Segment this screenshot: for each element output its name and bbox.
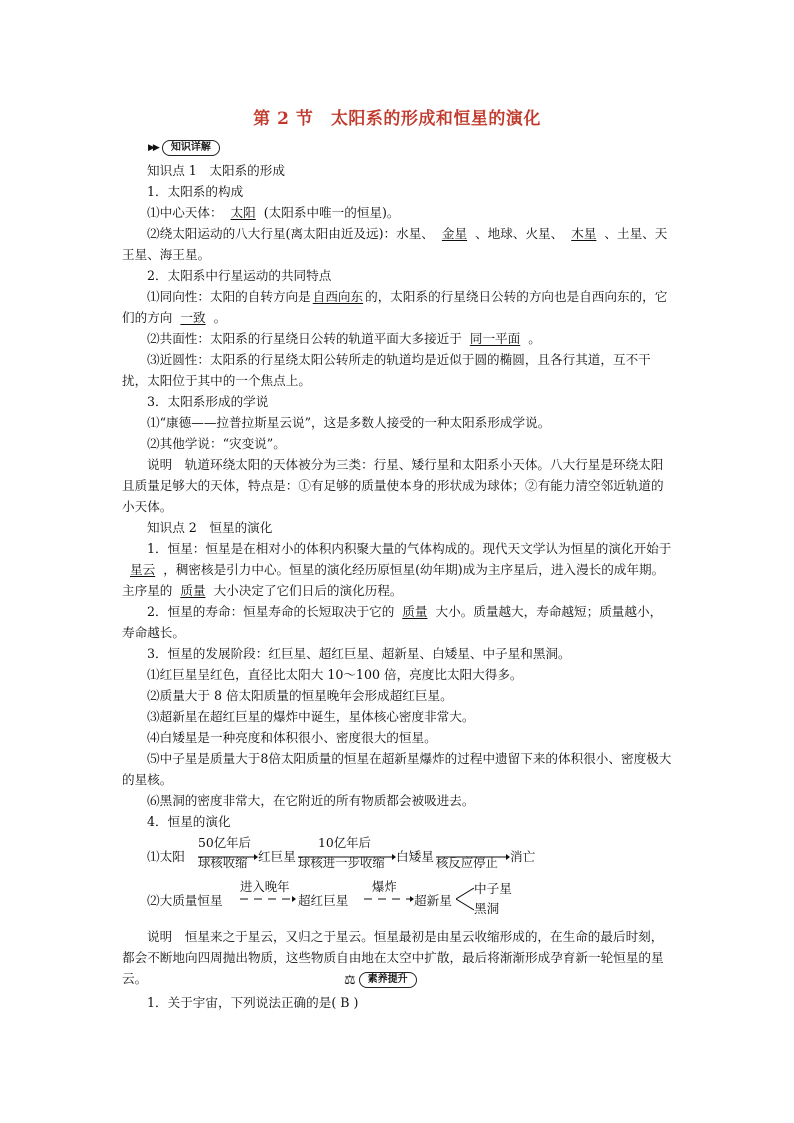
kp1-l3b: ⑵其他学说：“灾变说”。	[147, 436, 286, 451]
blank-answer: 金星	[441, 226, 468, 241]
kp1-l1b: ⑵绕太阳运动的八大行星(离太阳由近及远)：水星、 金星 、地球、火星、 木星 、土星、天王星、海王星。	[122, 226, 668, 262]
section-badge-2	[344, 972, 417, 988]
flow-label: 10亿年后	[318, 835, 371, 850]
blank-answer: 木星	[571, 226, 597, 241]
flow-node: 中子星	[474, 881, 512, 896]
flow-label: 球核收缩	[198, 855, 248, 870]
page-title: 第 2 节 太阳系的形成和恒星的演化	[253, 109, 541, 129]
kp1-l2a: ⑴同向性：太阳的自转方向是 自西向东 的，太阳系的行星绕日公转的方向也是自西向东的，它们的方向 一致 。	[122, 289, 668, 325]
flow-node: 黑洞	[474, 901, 500, 916]
kp2-s1: 1．恒星：恒星是在相对小的体积内积聚大量的气体构成的。现代天文学认为恒星的演化开始于星云 ，稠密核是引力中心。恒星的演化经历原恒星(幼年期)成为主序星后，进入漫长的成年期。主序星的 质量 大小决定了它们日后的演化历程。	[122, 541, 672, 598]
flow-node: ⑴太阳	[147, 849, 185, 864]
kp2-s3b: ⑵质量大于 8 倍太阳质量的恒星晚年会形成超红巨星。	[147, 688, 453, 703]
kp1-h1: 1．太阳系的构成	[147, 184, 244, 199]
blank-answer: 星云	[130, 562, 156, 577]
section-badge-label: 知识详解	[162, 140, 220, 156]
note-1: 说明 轨道环绕太阳的天体被分为三类：行星、矮行星和太阳系小天体。八大行星是环绕太阳且质量足够大的天体，特点是：①有足够的质量使本身的形状成为球体；②有能力清空邻近轨道的小天体。	[122, 457, 664, 514]
blank-answer: 太阳	[230, 205, 256, 220]
blank-answer: 质量	[402, 604, 428, 619]
kp2-s3c: ⑶超新星在超红巨星的爆炸中诞生，星体核心密度非常大。	[147, 709, 475, 724]
kp2-s4: 4．恒星的演化	[147, 814, 231, 829]
kp2-s3a: ⑴红巨星呈红色，直径比太阳大 10～100 倍，亮度比太阳大得多。	[147, 667, 523, 682]
kp1-heading: 知识点 1 太阳系的形成	[147, 163, 285, 178]
blank-answer: 质量	[180, 583, 206, 598]
blank-answer: 自西向东	[312, 289, 364, 304]
dashed-arrow-icon	[364, 896, 414, 902]
section-badge	[148, 140, 220, 156]
kp1-l1a: ⑴中心天体： 太阳 (太阳系中唯一的恒星)。	[147, 205, 400, 220]
flow-label: 核反应停止	[436, 855, 498, 870]
note-2: 说明 恒星来之于星云，又归之于星云。恒星最初是由星云收缩形成的，在生命的最后时刻，都会不断地向四周抛出物质，这些物质自由地在太空中扩散，最后将渐渐形成孕育新一轮恒星的星云。	[122, 929, 664, 986]
kp2-s3d: ⑷白矮星是一种亮度和体积很小、密度很大的恒星。	[147, 730, 437, 745]
flow-label: 爆炸	[372, 879, 397, 894]
arrow-icon	[436, 854, 510, 860]
evolution-flow-sun	[122, 832, 674, 876]
flow-node: 消亡	[510, 849, 536, 864]
kp1-h2: 2．太阳系中行星运动的共同特点	[147, 268, 332, 283]
kp1-h3: 3．太阳系形成的学说	[147, 394, 269, 409]
flow-node: 红巨星	[258, 849, 296, 864]
kp1-l3a: ⑴“康德——拉普拉斯星云说”，这是多数人接受的一种太阳系形成学说。	[147, 415, 551, 430]
kp2-s3e: ⑸中子星是质量大于8倍太阳质量的恒星在超新星爆炸的过程中遗留下来的体积很小、密度极大的星核。	[122, 751, 672, 787]
flow-node: ⑵大质量恒星	[147, 893, 223, 908]
kp1-l2b: ⑵共面性：太阳系的行星绕日公转的轨道平面大多接近于 同一平面 。	[147, 331, 541, 346]
section-badge-2-label: 素养提升	[359, 972, 417, 988]
double-arrow-icon: ▶▶	[148, 143, 158, 153]
kp1-l2c: ⑶近圆性：太阳系的行星绕太阳公转所走的轨道均是近似于圆的椭圆，且各行其道，互不干扰，太阳位于其中的一个焦点上。	[122, 352, 651, 388]
flow-node: 白矮星	[396, 849, 434, 864]
dashed-arrow-icon	[240, 896, 296, 902]
flow-node: 超新星	[414, 893, 452, 908]
kp2-s2: 2．恒星的寿命：恒星寿命的长短取决于它的 质量 大小。质量越大，寿命越短；质量越小，寿命越长。	[122, 604, 663, 640]
flow-label: 球核进一步收缩	[298, 855, 385, 870]
arrow-icon	[198, 854, 258, 860]
evolution-flow-massive	[122, 876, 674, 920]
flow-node: 超红巨星	[298, 893, 349, 908]
question-1: 1．关于宇宙，下列说法正确的是( B )	[147, 995, 359, 1010]
scale-icon: ⚖	[344, 972, 356, 988]
flow-label: 进入晚年	[240, 879, 290, 894]
blank-answer: 一致	[180, 310, 206, 325]
kp2-s3: 3．恒星的发展阶段：红巨星、超红巨星、超新星、白矮星、中子星和黑洞。	[147, 646, 571, 661]
content	[122, 160, 674, 989]
blank-answer: 同一平面	[469, 331, 521, 346]
question-1-answer: B	[340, 995, 350, 1010]
branch-icon	[456, 886, 474, 912]
kp2-heading: 知识点 2 恒星的演化	[147, 520, 273, 535]
arrow-icon	[298, 854, 396, 860]
kp2-s3f: ⑹黑洞的密度非常大，在它附近的所有物质都会被吸进去。	[147, 793, 475, 808]
flow-label: 50亿年后	[198, 835, 251, 850]
